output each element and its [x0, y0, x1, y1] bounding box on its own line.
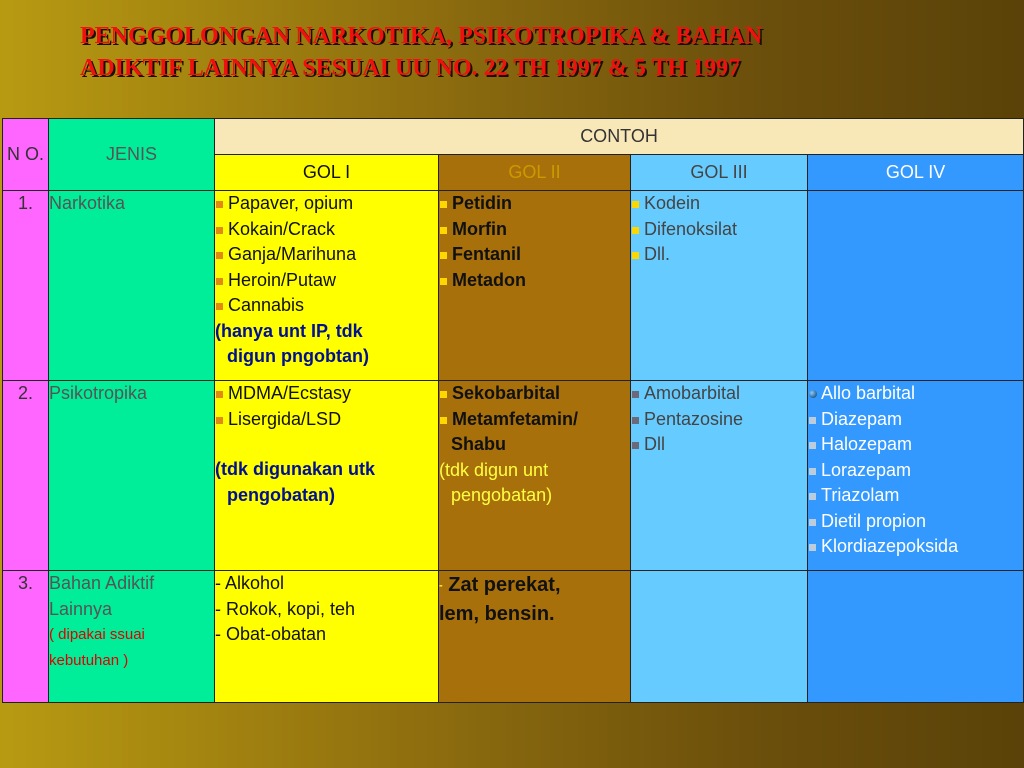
list-item: [631, 191, 807, 217]
bullet-icon: [632, 252, 639, 259]
header-gol2-label: GOL II: [508, 161, 561, 182]
header-gol4: [808, 155, 1024, 191]
header-jenis: [49, 119, 215, 191]
item-label: Dietil propion: [821, 510, 927, 531]
row3-no: [3, 571, 49, 703]
row-number: 1.: [17, 193, 33, 213]
gol4-list: [808, 381, 1023, 560]
row2-gol4: [808, 381, 1024, 571]
item-label: Pentazosine: [644, 408, 744, 429]
list-item: [215, 191, 438, 217]
bullet-icon: [632, 391, 639, 398]
item-label: Lorazepam: [821, 459, 912, 480]
bullet-icon: [440, 201, 447, 208]
usage-note-cont: digun pngobtan): [227, 346, 369, 366]
item-label: Papaver, opium: [228, 193, 354, 213]
item-label: Heroin/Putaw: [228, 269, 337, 290]
row3-gol4: [808, 571, 1024, 703]
usage-note-cont: pengobatan): [227, 484, 335, 505]
bullet-icon: [809, 519, 816, 526]
list-item: [631, 217, 807, 243]
gol2-list: [439, 191, 630, 293]
list-item: [215, 242, 438, 268]
sphere-bullet-icon: [809, 390, 817, 398]
bullet-icon: [809, 417, 816, 424]
bullet-icon: [440, 417, 447, 424]
bullet-icon: [809, 493, 816, 500]
item-label: Halozepam: [821, 434, 913, 454]
row3-gol2: [439, 571, 631, 703]
item-label: Triazolam: [821, 485, 900, 505]
bullet-icon: [216, 391, 223, 398]
item-label: Diazepam: [821, 408, 903, 429]
header-gol1-label: GOL I: [302, 161, 351, 182]
item-continuation: Shabu: [451, 434, 507, 454]
list-item: [439, 381, 630, 407]
item-label: Sekobarbital: [452, 383, 561, 403]
bullet-icon: [216, 417, 223, 424]
row-number: 2.: [17, 383, 33, 403]
bullet-icon: [440, 252, 447, 259]
list-item: [215, 293, 438, 319]
header-gol3: [631, 155, 808, 191]
header-contoh: [215, 119, 1024, 155]
header-contoh-label: CONTOH: [580, 125, 658, 146]
list-item: [631, 381, 807, 407]
row-number: 3.: [17, 573, 33, 593]
usage-note: (tdk digun unt: [439, 459, 549, 480]
row3-gol3: [631, 571, 808, 703]
list-item: [439, 268, 630, 294]
item-label: Klordiazepoksida: [821, 536, 959, 556]
row2-gol2: [439, 381, 631, 571]
row2-gol1: [215, 381, 439, 571]
bullet-icon: [440, 278, 447, 285]
header-jenis-label: JENIS: [105, 143, 157, 164]
jenis-label: Psikotropika: [49, 383, 148, 403]
gol3-list: [631, 381, 807, 458]
bullet-icon: [809, 544, 816, 551]
row1-gol2: [439, 191, 631, 381]
gol1-list: [215, 381, 438, 432]
list-item: [439, 191, 630, 217]
bullet-icon: [216, 278, 223, 285]
item-label: Allo barbital: [821, 383, 916, 403]
list-item: [631, 242, 807, 268]
row2-no: [3, 381, 49, 571]
bullet-icon: [216, 227, 223, 234]
list-item: [215, 407, 438, 433]
table-row: [3, 381, 1024, 571]
list-item: [439, 217, 630, 243]
dash-bullet: -: [439, 579, 443, 592]
item-label: Kokain/Crack: [228, 218, 336, 239]
item-label: Cannabis: [228, 295, 305, 315]
header-gol1: [215, 155, 439, 191]
header-gol2: [439, 155, 631, 191]
usage-note-cont: kebutuhan ): [49, 651, 129, 669]
list-item: [439, 407, 630, 433]
header-no: [3, 119, 49, 191]
list-item: [808, 458, 1023, 484]
gol2-list: [439, 381, 630, 432]
row1-jenis: [49, 191, 215, 381]
item-label: Difenoksilat: [644, 218, 738, 239]
item-label: Kodein: [644, 193, 701, 213]
list-item: [631, 407, 807, 433]
bullet-icon: [440, 391, 447, 398]
row3-jenis: [49, 571, 215, 703]
row1-gol4: [808, 191, 1024, 381]
bullet-icon: [440, 227, 447, 234]
title-line-1: PENGGOLONGAN NARKOTIKA, PSIKOTROPIKA & BAHAN: [80, 23, 763, 49]
row1-no: [3, 191, 49, 381]
usage-note: ( dipakai ssuai: [49, 626, 145, 643]
item-label: Petidin: [452, 193, 513, 213]
item-label: Morfin: [452, 218, 507, 239]
item-label: Metadon: [452, 269, 526, 290]
item-label: Fentanil: [452, 244, 522, 264]
list-item: [215, 381, 438, 407]
jenis-label: Bahan Adiktif: [49, 573, 155, 593]
header-no-label: N O.: [6, 143, 44, 164]
header-gol3-label: GOL III: [690, 161, 748, 182]
item-label: MDMA/Ecstasy: [228, 383, 352, 403]
list-item: - Alkohol: [215, 573, 285, 593]
item-label: Lisergida/LSD: [228, 408, 342, 429]
item-label: Metamfetamin/: [452, 408, 579, 429]
list-item: [808, 381, 1023, 407]
list-item: [215, 268, 438, 294]
bullet-icon: [632, 442, 639, 449]
bullet-icon: [632, 227, 639, 234]
bullet-icon: [632, 417, 639, 424]
list-item: [439, 242, 630, 268]
usage-note-cont: pengobatan): [451, 485, 553, 505]
row2-jenis: [49, 381, 215, 571]
list-item: [215, 217, 438, 243]
list-item: [808, 509, 1023, 535]
gol1-list: [215, 191, 438, 319]
row2-gol3: [631, 381, 808, 571]
row3-gol1: [215, 571, 439, 703]
list-item: - Rokok, kopi, teh: [215, 598, 356, 619]
bullet-icon: [216, 201, 223, 208]
item-label: Dll: [644, 434, 665, 454]
row1-gol3: [631, 191, 808, 381]
title-line-2: ADIKTIF LAINNYA SESUAI UU NO. 22 TH 1997 & 5 TH 1997: [80, 55, 741, 81]
item-label: Zat perekat,: [448, 574, 561, 596]
classification-table: [2, 118, 1024, 703]
table-row: [3, 191, 1024, 381]
usage-note: (hanya unt IP, tdk: [215, 320, 363, 341]
spacer: [215, 432, 438, 457]
list-item: - Obat-obatan: [215, 624, 327, 644]
list-item: [808, 534, 1023, 560]
list-item: [808, 432, 1023, 458]
bullet-icon: [216, 303, 223, 310]
list-item: [808, 407, 1023, 433]
jenis-label-cont: Lainnya: [49, 598, 113, 619]
item-label: Ganja/Marihuna: [228, 244, 357, 264]
item-label: Amobarbital: [644, 383, 741, 403]
list-item: [631, 432, 807, 458]
bullet-icon: [632, 201, 639, 208]
bullet-icon: [809, 468, 816, 475]
bullet-icon: [216, 252, 223, 259]
item-label-cont: lem, bensin.: [439, 602, 555, 625]
row1-gol1: [215, 191, 439, 381]
item-label: Dll.: [644, 244, 670, 264]
list-item: [808, 483, 1023, 509]
table-row: [3, 571, 1024, 703]
gol3-list: [631, 191, 807, 268]
usage-note: (tdk digunakan utk: [215, 459, 376, 479]
jenis-label: Narkotika: [49, 193, 126, 213]
bullet-icon: [809, 442, 816, 449]
header-gol4-label: GOL IV: [885, 161, 946, 182]
slide-title: [80, 20, 980, 84]
